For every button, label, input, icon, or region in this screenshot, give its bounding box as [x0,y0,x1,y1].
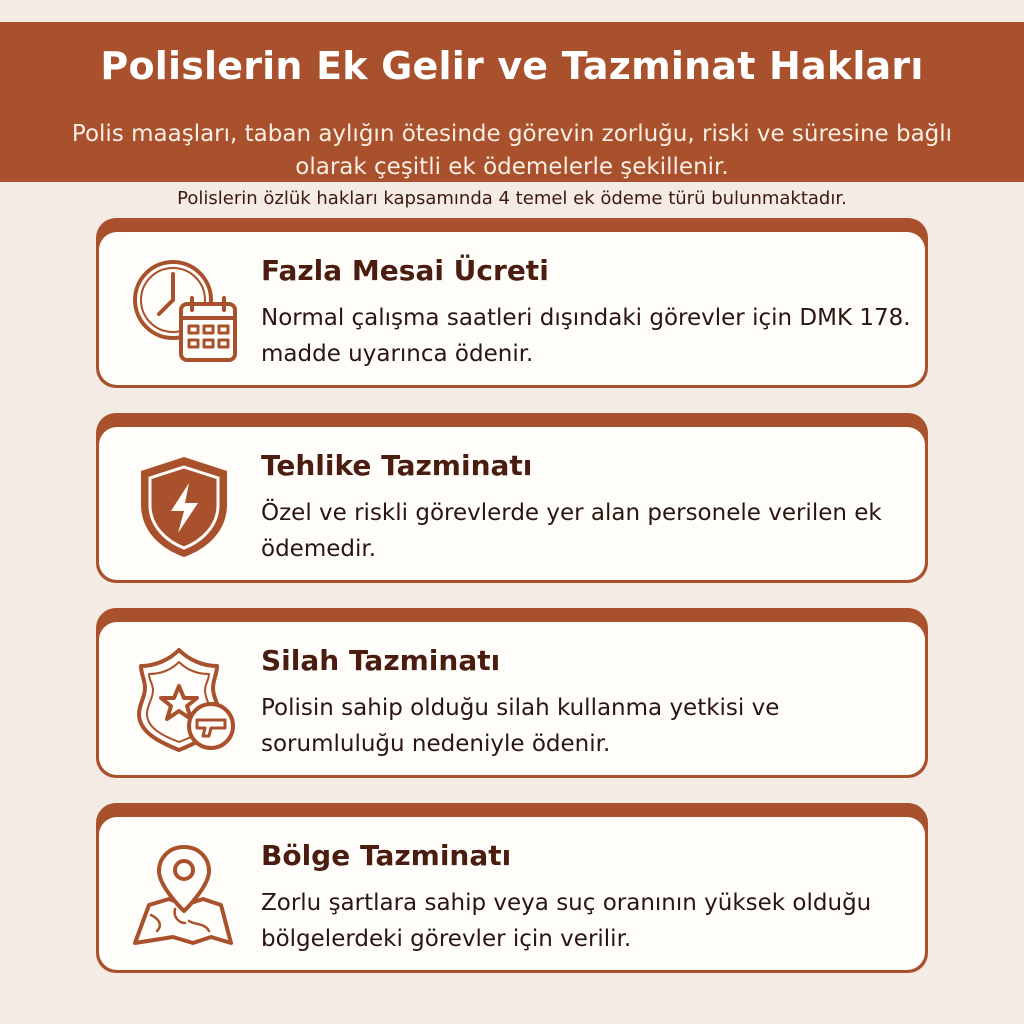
page-subtitle: Polis maaşları, taban aylığın ötesinde görevin zorluğu, riski ve süresine bağlı olarak çeşitli ek ödemelerle şekillenir. [71,121,953,180]
card-description: Polisin sahip olduğu silah kullanma yetkisi ve sorumluluğu nedeniyle ödenir. [261,695,780,757]
card-description: Zorlu şartlara sahip veya suç oranının yüksek olduğu bölgelerdeki görevler için verilir. [261,890,872,952]
card-bolge [96,803,928,973]
map-pin-icon [129,839,239,951]
card-title: Tehlike Tazminatı [261,449,533,482]
card-title: Bölge Tazminatı [261,839,512,872]
shield-lightning-icon [129,449,239,561]
card-tehlike [96,413,928,583]
card-title: Silah Tazminatı [261,644,501,677]
badge-gun-icon [129,644,239,756]
card-description: Normal çalışma saatleri dışındaki görevler için DMK 178. madde uyarınca ödenir. [261,305,911,367]
header-banner [0,22,1024,182]
card-silah [96,608,928,778]
clock-calendar-icon [129,254,239,366]
card-title: Fazla Mesai Ücreti [261,254,549,287]
card-description: Özel ve riskli görevlerde yer alan personele verilen ek ödemedir. [261,500,882,562]
card-fazla-mesai [96,218,928,388]
intro-text: Polislerin özlük hakları kapsamında 4 temel ek ödeme türü bulunmaktadır. [177,188,847,209]
page-title: Polislerin Ek Gelir ve Tazminat Hakları [100,44,924,88]
